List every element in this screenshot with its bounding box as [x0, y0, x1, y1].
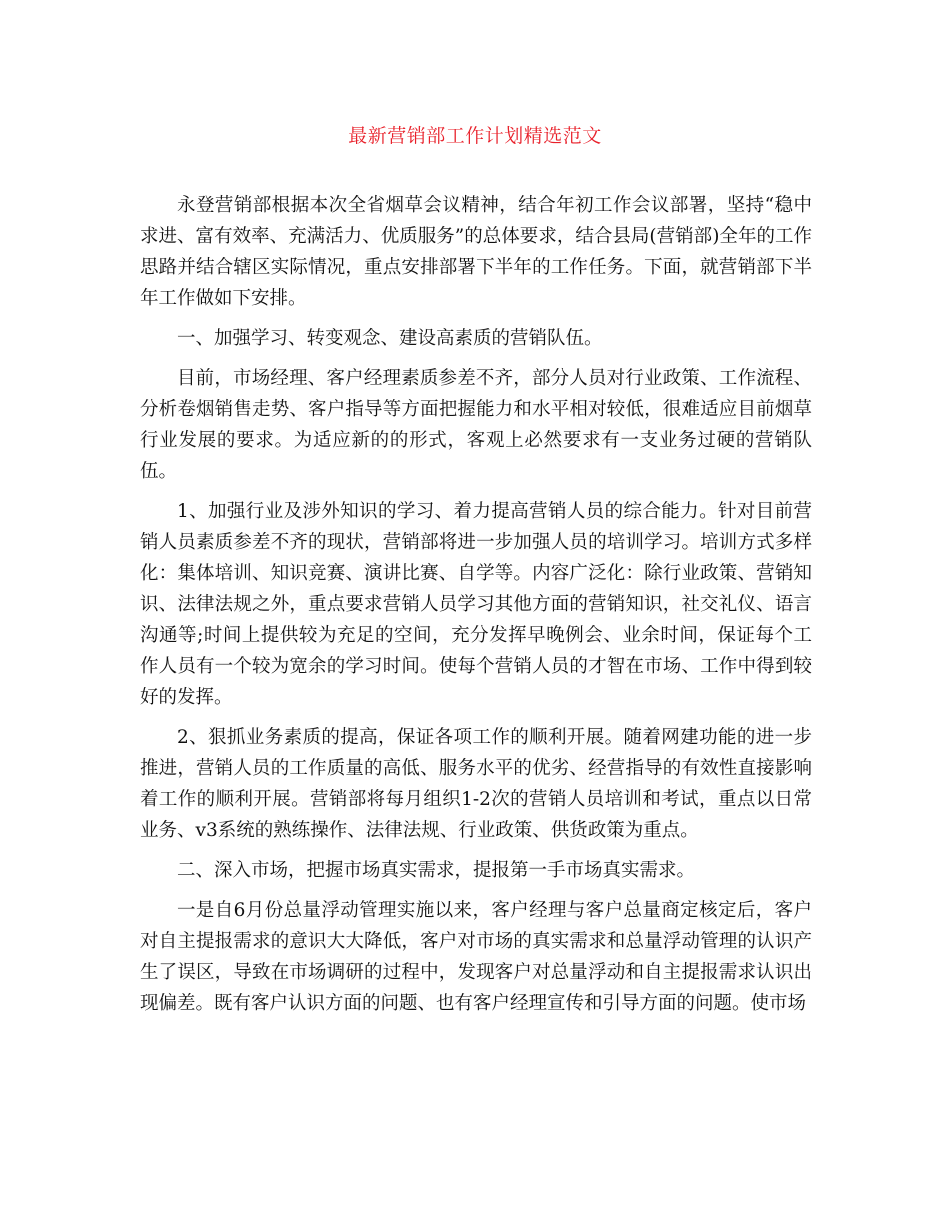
paragraph-current-situation: 目前，市场经理、客户经理素质参差不齐，部分人员对行业政策、工作流程、分析卷烟销售走势、客户指导等方面把握能力和水平相对较低，很难适应目前烟草行业发展的要求。为适应新的的形式，客观上必然要求有一支业务过硬的营销队伍。	[140, 368, 812, 482]
paragraph-market-demand: 一是自6月份总量浮动管理实施以来，客户经理与客户总量商定核定后，客户对自主提报需求的意识大大降低，客户对市场的真实需求和总量浮动管理的认识产生了误区，导致在市场调研的过程中，发现客户对总量浮动和自主提报需求认识出现偏差。既有客户认识方面的问题、也有客户经理宣传和引导方面的问题。使市场	[140, 900, 812, 1014]
paragraph-item-1: 1、加强行业及涉外知识的学习、着力提高营销人员的综合能力。针对目前营销人员素质参差不齐的现状，营销部将进一步加强人员的培训学习。培训方式多样化：集体培训、知识竞赛、演讲比赛、自学等。内容广泛化：除行业政策、营销知识、法律法规之外，重点要求营销人员学习其他方面的营销知识，社交礼仪、语言沟通等;时间上提供较为充足的空间，充分发挥早晚例会、业余时间，保证每个工作人员有一个较为宽余的学习时间。使每个营销人员的才智在市场、工作中得到较好的发挥。	[140, 501, 812, 708]
section-heading-1: 一、加强学习、转变观念、建设高素质的营销队伍。	[177, 328, 603, 349]
section-heading-2: 二、深入市场，把握市场真实需求，提报第一手市场真实需求。	[177, 860, 696, 881]
document-body	[140, 190, 812, 1028]
paragraph-intro: 永登营销部根据本次全省烟草会议精神，结合年初工作会议部署，坚持“稳中求进、富有效率、充满活力、优质服务”的总体要求，结合县局(营销部)全年的工作思路并结合辖区实际情况，重点安排部署下半年的工作任务。下面，就营销部下半年工作做如下安排。	[140, 195, 812, 309]
document-title: 最新营销部工作计划精选范文	[348, 125, 602, 147]
paragraph-item-2: 2、狠抓业务素质的提高，保证各项工作的顺利开展。随着网建功能的进一步推进，营销人员的工作质量的高低、服务水平的优劣、经营指导的有效性直接影响着工作的顺利开展。营销部将每月组织1-2次的营销人员培训和考试，重点以日常业务、v3系统的熟练操作、法律法规、行业政策、供货政策为重点。	[140, 727, 812, 841]
